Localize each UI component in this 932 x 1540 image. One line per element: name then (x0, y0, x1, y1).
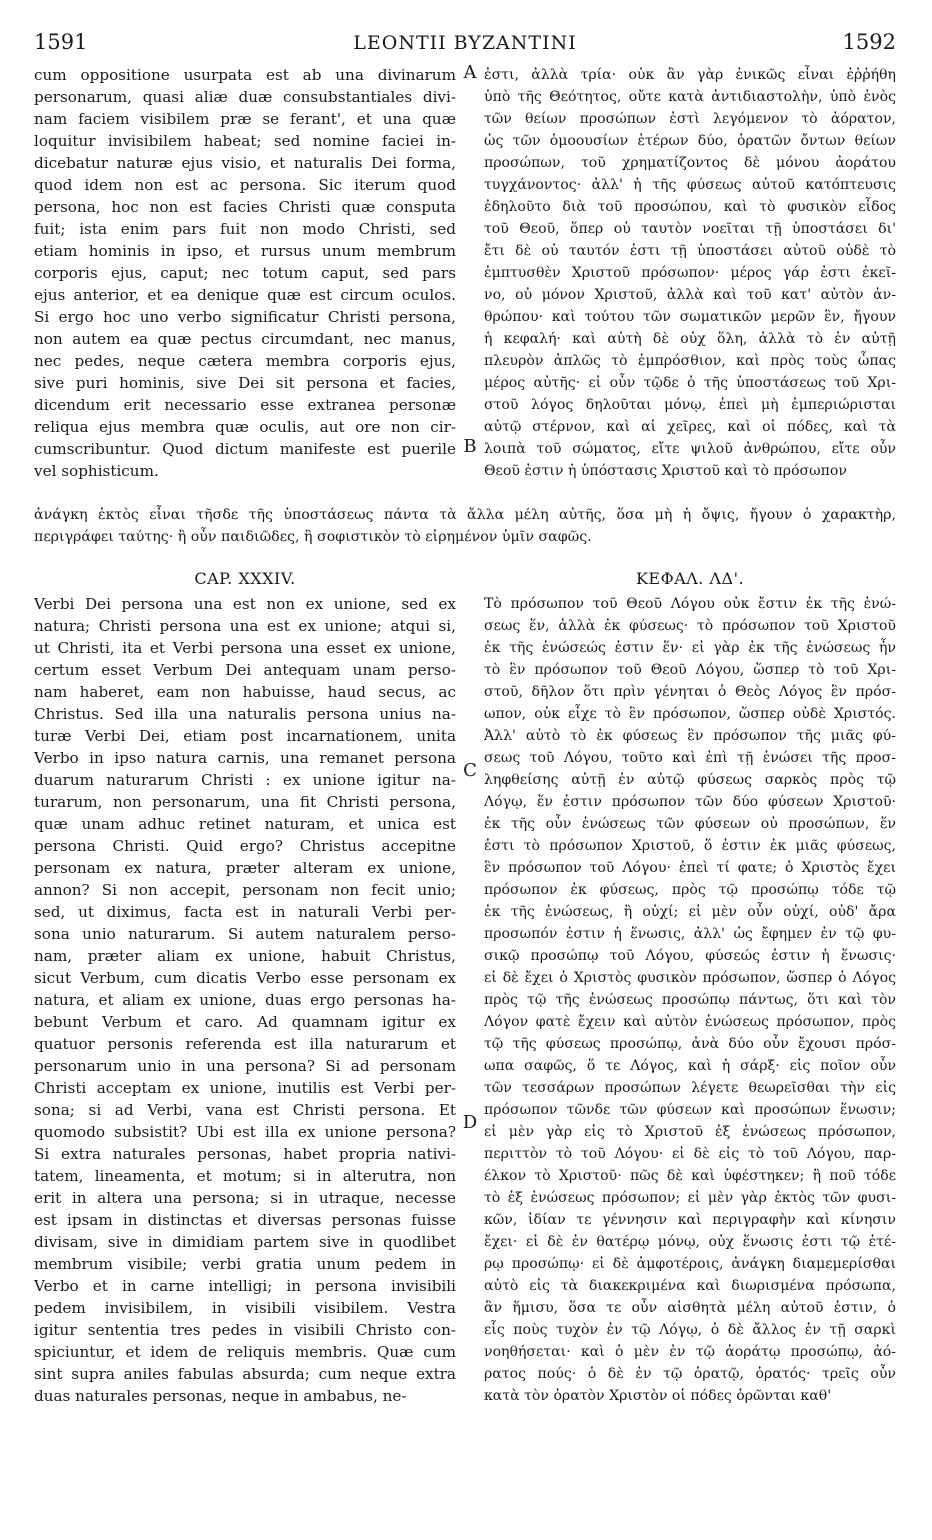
text-line: ρατος πούς· ὁ δὲ ἐν τῷ ὁρατῷ, ὁρατός· τρεῖς οὖν (484, 1366, 896, 1382)
text-line: Λόγον φατὲ ἔχειν καὶ αὐτὸν ἑνώσεως πρόσωπον, πρὸς (484, 1014, 896, 1030)
text-line: loquitur invisibilem habeat; sed nomine faciei in- (34, 132, 456, 150)
text-line: Verbo et in carne intelligi; in persona invisibili (34, 1277, 456, 1295)
greek-full-width-text (34, 504, 896, 548)
margin-marker-c: C (463, 760, 477, 781)
text-line: spiciuntur, et idem de reliquis membris. Quæ cum (34, 1343, 456, 1361)
text-line: ρῳ προσώπῳ· εἰ δὲ ἀμφοτέροις, ἀνάγκη διαμεμερίσθαι (484, 1256, 896, 1272)
text-line: στοῦ, δῆλον ὅτι πρὶν γένηται ὁ Θεὸς Λόγος ἓν πρόσ- (484, 684, 896, 700)
text-line: σικῷ προσώπῳ τοῦ Λόγου, φύσεώς ἐστιν ἡ ἕνωσις· (484, 948, 896, 964)
text-line: sona; si ad Verbi, vana est Christi persona. Et (34, 1101, 456, 1119)
text-line: cum oppositione usurpata est ab una divinarum (34, 66, 456, 84)
text-line: αὐτῷ στέρνον, καὶ αἱ χεῖρες, καὶ οἱ πόδες, καὶ τὰ (484, 419, 896, 435)
text-line: Τὸ πρόσωπον τοῦ Θεοῦ Λόγου οὐκ ἔστιν ἐκ τῆς ἑνώ- (484, 596, 896, 612)
text-line: νοηθήσεται· καὶ ὁ μὲν ἐν τῷ ἀοράτῳ προσώπῳ, ἀό- (484, 1344, 896, 1360)
text-line: ωπα σαφῶς, ὅ τε Λόγος, καὶ ἡ σάρξ· εἰς ποῖον οὖν (484, 1058, 896, 1074)
text-line: ἂν ἥμισυ, ὅσα τε οὖν αἰσθητὰ μέλη αὐτοῦ ἐστιν, ὁ (484, 1300, 896, 1316)
text-line: turarum, non personarum, una fit Christi persona, (34, 793, 456, 811)
text-line: pedem invisibilem, in visibili visibilem. Vestra (34, 1299, 456, 1317)
text-line: νο, οὐ μόνον Χριστοῦ, ἀλλὰ καὶ τοῦ κατ' αὐτὸν ἀν- (484, 287, 896, 303)
latin-column-bottom (34, 593, 456, 1407)
text-line: bebunt Verbum et caro. Ad quamnam igitur ex (34, 1013, 456, 1031)
greek-column-bottom (484, 593, 896, 1407)
text-line: sive puri hominis, sive Dei sit persona et facies, (34, 374, 456, 392)
text-line: nec pedes, neque cætera membra corporis ejus, (34, 352, 456, 370)
text-line: quod idem non est ac persona. Sic iterum quod (34, 176, 456, 194)
text-line: annon? Si non accepit, personam non fecit unio; (34, 881, 456, 899)
text-line: personarum unio in una persona? Si ad personam (34, 1057, 456, 1075)
text-line: quomodo subsistit? Ubi est illa ex unione persona? (34, 1123, 456, 1141)
text-line: μέρος αὐτῆς· εἰ οὖν τῷδε ὁ τῆς ὑποστάσεως τοῦ Χρι- (484, 375, 896, 391)
text-line: ὑπὸ τῆς Θεότητος, οὔτε κατὰ ἀντιδιαστολὴν, ὑπὸ ἑνὸς (484, 89, 896, 105)
page-header (34, 30, 896, 56)
text-line: ἐκ τῆς ἑνώσεως, ἢ οὐχί; εἰ μὲν οὖν οὐχί, οὐδ' ἄρα (484, 904, 896, 920)
text-line: Ἀλλ' αὐτὸ τὸ ἐκ φύσεως ἓν πρόσωπον τῆς μιᾶς φύ- (484, 728, 896, 744)
text-line: προσώπων, τοῦ χρηματίζοντος δὲ μόνου ἀοράτου (484, 155, 896, 171)
text-line: Christus. Sed illa una naturalis persona unius na- (34, 705, 456, 723)
text-line: sona unio naturarum. Si autem naturalem perso- (34, 925, 456, 943)
text-line: εἷς ποὺς τυχὸν ἐν τῷ Λόγῳ, ὁ δὲ ἄλλος ἐν τῇ σαρκὶ (484, 1322, 896, 1338)
margin-marker-a: A (463, 62, 477, 83)
text-line: ἀνάγκη ἐκτὸς εἶναι τῆσδε τῆς ὑποστάσεως πάντα τὰ ἄλλα μέλη αὐτῆς, ὅσα μὴ ἡ ὄψις, ἤγουν ὁ χαρακτὴρ, (34, 507, 896, 523)
latin-column-top (34, 64, 456, 482)
text-line: sicut Verbum, cum dicatis Verbo esse personam ex (34, 969, 456, 987)
text-line: vel sophisticum. (34, 462, 159, 480)
text-line: sint supra aniles fabulas absurda; cum neque extra (34, 1365, 456, 1383)
margin-marker-b: B (463, 436, 477, 457)
text-line: τῶν τεσσάρων προσώπων λέγετε θεωρεῖσθαι τὴν εἰς (484, 1080, 896, 1096)
text-line: πρόσωπον ἐκ φύσεως, πρὸς τῷ προσώπῳ τόδε τῷ (484, 882, 896, 898)
text-line: λοιπὰ τοῦ σώματος, εἴτε ψιλοῦ ἀνθρώπου, εἴτε οὖν (484, 441, 896, 457)
text-line: est ipsam in distinctas et diversas personas fuisse (34, 1211, 456, 1229)
text-line: duarum naturarum Christi : ex unione igitur na- (34, 771, 456, 789)
text-line: turæ Verbi Dei, etiam post incarnationem, unita (34, 727, 456, 745)
text-line: Verbo in ipso natura carnis, una remanet persona (34, 749, 456, 767)
text-line: erit in altera una persona; si in utraque, necesse (34, 1189, 456, 1207)
text-line: dicebatur naturæ ejus visio, et naturalis Dei forma, (34, 154, 456, 172)
chapter-heading-greek: ΚΕΦΑΛ. ΛΔ'. (635, 569, 745, 588)
margin-marker-d: D (462, 1112, 478, 1133)
text-line: πρόσωπον τῶνδε τῶν φύσεων καὶ προσώπων ἕνωσιν; (484, 1102, 896, 1118)
text-line: τυγχάνοντος· ἀλλ' ἡ τῆς φύσεως αὐτοῦ κατόπτευσις (484, 177, 896, 193)
text-line: ἐδηλοῦτο διὰ τοῦ προσώπου, καὶ τὸ φυσικὸν εἶδος (484, 199, 896, 215)
chapter-heading-latin: CAP. XXXIV. (194, 569, 296, 588)
text-line: divisam, sive in dimidiam partem sive in quodlibet (34, 1233, 456, 1251)
text-line: ἔτι δὲ οὐ ταυτόν ἐστι τῇ ὑποστάσει αὐτοῦ οὐδὲ τὸ (484, 243, 896, 259)
text-line: igitur sententia tres pedes in visibili Christo con- (34, 1321, 456, 1339)
text-line: Λόγῳ, ἕν ἐστιν πρόσωπον τῶν δύο φύσεων Χριστοῦ· (484, 794, 896, 810)
running-title: LEONTII BYZANTINI (353, 32, 577, 54)
text-line: certum esset Verbum Dei antequam unam perso- (34, 661, 456, 679)
text-line: ἐστι, ἀλλὰ τρία· οὐκ ἂν γὰρ ἐνικῶς εἶναι ἐῤῥήθη (484, 67, 896, 83)
text-line: Si extra naturales personas, habet propria nativi- (34, 1145, 456, 1163)
text-line: dicendum erit necessario esse extranea personæ (34, 396, 456, 414)
text-line: τοῦ Θεοῦ, ὅπερ οὐ ταυτὸν νοεῖται τῇ ὑποστάσει δι' (484, 221, 896, 237)
text-line: ἐστι τὸ πρόσωπον Χριστοῦ, ὅ ἐστιν ἐκ μιᾶς φύσεως, (484, 838, 896, 854)
text-line: ἓν πρόσωπον τοῦ Λόγου· ἐπεὶ τί φατε; ὁ Χριστὸς ἔχει (484, 860, 896, 876)
text-line: πρὸς τῷ τῆς ἑνώσεως προσώπῳ πάντως, ὅτι καὶ τὸν (484, 992, 896, 1008)
text-line: τὸ ἓν πρόσωπον τοῦ Θεοῦ Λόγου, ὥσπερ τὸ τοῦ Χρι- (484, 662, 896, 678)
text-line: nam faciem visibilem præ se ferant', et una quæ (34, 110, 456, 128)
text-line: fuit; ista enim pars fuit non modo Christi, sed (34, 220, 456, 238)
text-line: nam haberet, eam non habuisse, haud secus, ac (34, 683, 456, 701)
text-line: ἐκ τῆς οὖν ἑνώσεως τῶν φύσεων οὐ προσώπων, ἕν (484, 816, 896, 832)
text-line: corporis ejus, caput; nec totum caput, sed pars (34, 264, 456, 282)
text-line: σεως ἕν, ἀλλὰ ἐκ φύσεως· τὸ πρόσωπον τοῦ Χριστοῦ (484, 618, 896, 634)
text-line: persona Christi. Quid ergo? Christus accepitne (34, 837, 456, 855)
column-number-right: 1592 (842, 30, 896, 54)
text-line: quæ unam adhuc retinet naturam, et unica est (34, 815, 456, 833)
text-line: θρώπου· καὶ τούτου τῶν σωματικῶν μερῶν ἓν, ἤγουν (484, 309, 896, 325)
text-line: etiam hominis in ipso, et rursus unum membrum (34, 242, 456, 260)
greek-column-top (484, 64, 896, 482)
text-line: Christi acceptam ex unione, inutilis est Verbi per- (34, 1079, 456, 1097)
text-line: ἐμπτυσθὲν Χριστοῦ πρόσωπον· μέρος γάρ ἐστι ἐκεῖ- (484, 265, 896, 281)
text-line: ἐκ τῆς ἑνώσεώς ἐστιν ἕν· εἰ γὰρ ἐκ τῆς ἑνώσεως ἦν (484, 640, 896, 656)
text-line: personam ex natura, præter alteram ex unione, (34, 859, 456, 877)
text-line: Verbi Dei persona una est non ex unione, sed ex (34, 595, 456, 613)
text-line: ληφθείσης αὐτῇ ἐν αὐτῷ φύσεως σαρκὸς πρὸς τῷ (484, 772, 896, 788)
text-line: εἰ μὲν γὰρ εἰς τὸ Χριστοῦ ἐξ ἑνώσεως πρόσωπον, (484, 1124, 896, 1140)
text-line: Θεοῦ ἐστιν ἡ ὑπόστασις Χριστοῦ καὶ τὸ πρόσωπον (484, 463, 847, 479)
text-line: στοῦ λόγος δηλοῦται μόνῳ, ἐπεὶ μὴ ἐμπεριώρισται (484, 397, 896, 413)
text-line: ἔχει· εἰ δὲ ἐν θατέρῳ μόνῳ, οὐχ ἕνωσις ἐστι τῷ ἐτέ- (484, 1234, 896, 1250)
text-line: cumscribuntur. Quod dictum manifeste est puerile (34, 440, 456, 458)
text-line: κῶν, ἰδίαν τε γέννησιν καὶ περιγραφὴν καὶ κίνησιν (484, 1212, 896, 1228)
text-line: duas naturales personas, neque in ambabus, ne- (34, 1387, 407, 1405)
text-line: περιττὸν τὸ τοῦ Λόγου· εἰ δὲ εἰς τὸ τοῦ Λόγου, παρ- (484, 1146, 896, 1162)
text-line: σεως τοῦ Λόγου, τοῦτο καὶ ἐπὶ τῇ ἑνώσει τῆς προσ- (484, 750, 896, 766)
text-line: tatem, lineamenta, et motum; si in alterutra, non (34, 1167, 456, 1185)
text-line: ejus anterior, et ea denique quæ est circum oculos. (34, 286, 456, 304)
text-line: εἰ δὲ ἔχει ὁ Χριστὸς φυσικὸν πρόσωπον, ὥσπερ ὁ Λόγος (484, 970, 896, 986)
text-line: reliqua ejus membra quæ oculis, aut ore non cir- (34, 418, 456, 436)
text-line: τῶν θείων προσώπων ἐστὶ λεγόμενον τὸ ἀόρατον, (484, 111, 896, 127)
text-line: έλκον τὸ Χριστοῦ· πῶς δὲ καὶ ὑφέστηκεν; ἢ ποῦ τόδε (484, 1168, 896, 1184)
text-line: non autem ea quæ pectus circumdant, nec manus, (34, 330, 456, 348)
text-line: natura; Christi persona una est ex unione; atqui si, (34, 617, 456, 635)
text-line: περιγράφει ταύτης· ἢ οὖν παιδιῶδες, ἢ σοφιστικὸν τὸ εἰρημένον ὑμῖν σαφῶς. (34, 529, 592, 545)
text-line: τῷ τῆς φύσεως προσώπῳ, ἀνὰ δύο οὖν ἔχουσι πρόσ- (484, 1036, 896, 1052)
text-line: sed, ut diximus, facta est in naturali Verbi per- (34, 903, 456, 921)
text-line: personarum, quasi aliæ duæ consubstantiales divi- (34, 88, 456, 106)
column-number-left: 1591 (34, 30, 88, 54)
text-line: natura, et aliam ex unione, duas ergo personas ha- (34, 991, 456, 1009)
text-line: τὸ ἐξ ἑνώσεως πρόσωπον; εἰ μὲν γὰρ ἐκτὸς τῶν φυσι- (484, 1190, 896, 1206)
text-line: ut Christi, ita et Verbi persona una esset ex unione, (34, 639, 456, 657)
text-line: αὐτὸ εἰς τὰ διακεκριμένα καὶ διωρισμένα πρόσωπα, (484, 1278, 896, 1294)
text-line: quatuor personis referenda est illa naturarum et (34, 1035, 456, 1053)
text-line: προσωπόν ἐστιν ἡ ἕνωσις, ἀλλ' ὡς ἔφημεν ἐν τῷ φυ- (484, 926, 896, 942)
text-line: membrum visibile; verbi gratia unum pedem in (34, 1255, 456, 1273)
text-line: ωπον, οὐκ εἶχε τὸ ἓν πρόσωπον, ὥσπερ οὐδὲ Χριστός. (484, 706, 896, 722)
text-line: nam, præter aliam ex unione, habuit Christus, (34, 947, 456, 965)
text-line: κατὰ τὸν ὁρατὸν Χριστὸν οἱ πόδες ὁρῶνται καθ' (484, 1388, 832, 1404)
text-line: ὡς τῶν ὁμοουσίων ἑτέρων δύο, ὁρατῶν ὄντων θείων (484, 133, 896, 149)
text-line: persona, hoc non est facies Christi quæ consputa (34, 198, 456, 216)
text-line: πλευρὸν ἁπλῶς τὸ ἐμπρόσθιον, καὶ πρὸς τοὺς ὦπας (484, 353, 896, 369)
text-line: ἡ κεφαλή· καὶ αὐτὴ δὲ οὐχ ὅλη, ἀλλὰ τὸ ἐν αὐτῇ (484, 331, 896, 347)
text-line: Si ergo hoc uno verbo significatur Christi persona, (34, 308, 456, 326)
